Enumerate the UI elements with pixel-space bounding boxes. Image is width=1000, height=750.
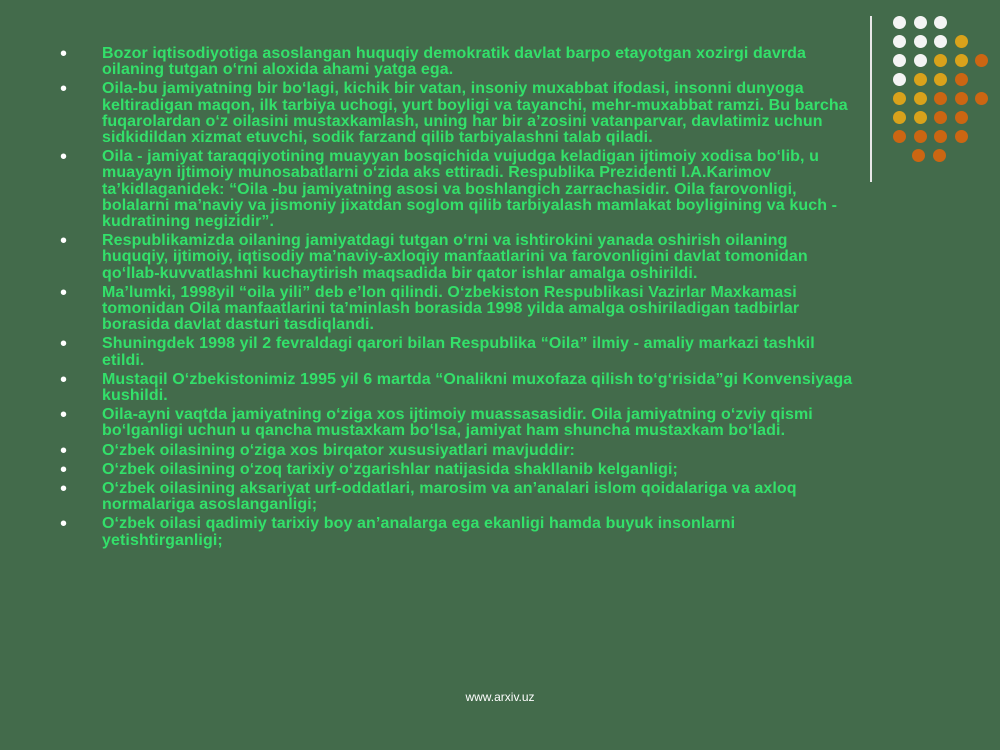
decorative-dot [934,73,947,86]
decorative-dot [934,111,947,124]
list-item-text: O‘zbek oilasining o‘zoq tarixiy o‘zgarishlar natijasida shakllanib kelganligi; [102,460,678,478]
bullet-icon: • [60,478,68,501]
list-item-text: Shuningdek 1998 yil 2 fevraldagi qarori bilan Respublika “Oila” ilmiy - amaliy markazi tashkil etildi. [102,335,815,369]
bullet-icon: • [60,230,68,253]
decorative-dot [933,149,946,162]
decorative-dot [914,73,927,86]
list-item [56,230,856,282]
decorative-dot [934,54,947,67]
list-item [56,458,856,481]
decorative-dot [912,149,925,162]
decorative-dot [955,111,968,124]
decorative-dot [893,16,906,29]
bullet-icon: • [60,146,68,169]
list-item-text: Oila-bu jamiyatning bir bo‘lagi, kichik bir vatan, insoniy muxabbat ifodasi, insonni dunyoga keltiradigan maqon, ilk tarbiya uchogi, yurt boyligi va tayanchi, mehr-muxabbat ramzi. Bu barcha fuqarolardan o‘z oilasini mustaxkamlash, uning har bir a’zosini vatanparvar, davlatimiz uchun sidkidildan xizmat etuvchi, sodik farzand qilib tarbiyalashni talab qiladi. [102,80,848,147]
decorative-dot [934,35,947,48]
decorative-dot [975,54,988,67]
list-item-text: Mustaqil O‘zbekistonimiz 1995 yil 6 martda “Onalikni muxofaza qilish to‘g‘risida”gi Konvensiyaga kushildi. [102,370,853,405]
decorative-dot [914,54,927,67]
bullet-icon: • [60,281,68,304]
decorative-dot [893,73,906,86]
list-item-text: O‘zbek oilasining o‘ziga xos birqator xususiyatlari mavjuddir: [102,441,575,459]
decorative-dot [955,54,968,67]
bullet-icon: • [60,78,68,101]
list-item [56,513,856,549]
list-item-text: O‘zbek oilasi qadimiy tarixiy boy an’analarga ega ekanligi hamda buyuk insonlarni yetishtirganligi; [102,515,736,549]
decorative-dot [914,130,927,143]
bullet-icon: • [60,513,68,536]
decorative-vertical-line [870,16,872,182]
list-item [56,478,856,514]
bullet-icon: • [60,333,68,356]
list-item-text: Oila - jamiyat taraqqiyotining muayyan bosqichida vujudga keladigan ijtimoiy xodisa bo‘lib, u muayayn ijtimoiy munosabatlarni o‘zida aks ettiradi. Respublika Prezidenti I.A.Karimov ta’kidlaganidek: “Oila -bu jamiyatning asosi va boshlangich zarrachasidir. Oila farovonligi, bolalarni ma’naviy va jismoniy jixatdan soglom qilib tarbiyalash mamlakat boyligining va kuch - kudratining negizidir”. [102,148,838,231]
list-item [56,78,856,147]
list-item [56,439,856,462]
decorative-dot [934,92,947,105]
decorative-dot [914,92,927,105]
decorative-dot [893,35,906,48]
decorative-dot [975,92,988,105]
bullet-list [56,43,856,552]
decorative-dot [955,35,968,48]
list-item-text: Bozor iqtisodiyotiga asoslangan huquqiy demokratik davlat barpo etayotgan xozirgi davrda oilaning tutgan o‘rni aloxida ahami yatga ega. [102,45,807,79]
decorative-dot [934,130,947,143]
list-item [56,404,856,440]
list-item [56,333,856,369]
decorative-dot [893,130,906,143]
decorative-dot [893,54,906,67]
list-item [56,43,856,79]
decorative-dot [893,92,906,105]
decorative-dot [955,73,968,86]
bullet-icon: • [60,458,68,481]
list-item [56,146,856,231]
list-item-text: O‘zbek oilasining aksariyat urf-oddatlari, marosim va an’analari islom qoidalariga va axloq normalariga asoslanganligi; [102,480,797,514]
decorative-dot [914,35,927,48]
decorative-dot [914,16,927,29]
decorative-dot [914,111,927,124]
decorative-dot [934,16,947,29]
decorative-dot [955,130,968,143]
list-item-text: Respublikamizda oilaning jamiyatdagi tutgan o‘rni va ishtirokini yanada oshirish oilaning huquqiy, ijtimoiy, iqtisodiy ma’naviy-axloqiy manfaatlarini va farovonligini davlat tomonidan qo‘llab-kuvvatlashni kuchaytirish maqsadida bir qator ishlar amalga oshirildi. [102,232,808,282]
list-item [56,368,856,405]
decorative-dot [955,92,968,105]
bullet-icon: • [60,43,68,65]
decorative-dot [893,111,906,124]
list-item-text: Ma’lumki, 1998yil “oila yili” deb e’lon qilindi. O‘zbekiston Respublikasi Vazirlar Maxkamasi tomonidan Oila manfaatlarini ta’minlash borasida 1998 yilda amalga oshiriladigan tadbirlar borasida davlat dasturi tasdiqlandi. [102,283,800,334]
bullet-icon: • [60,404,68,427]
list-item-text: Oila-ayni vaqtda jamiyatning o‘ziga xos ijtimoiy muassasasidir. Oila jamiyatning o‘zviy qismi bo‘lganligi uchun u qancha mustaxkam bo‘lsa, jamiyat ham shuncha mustaxkam bo‘ladi. [102,406,813,440]
bullet-icon: • [60,439,68,462]
bullet-icon: • [60,368,68,391]
list-item [56,281,856,334]
footer-url: www.arxiv.uz [465,690,535,704]
